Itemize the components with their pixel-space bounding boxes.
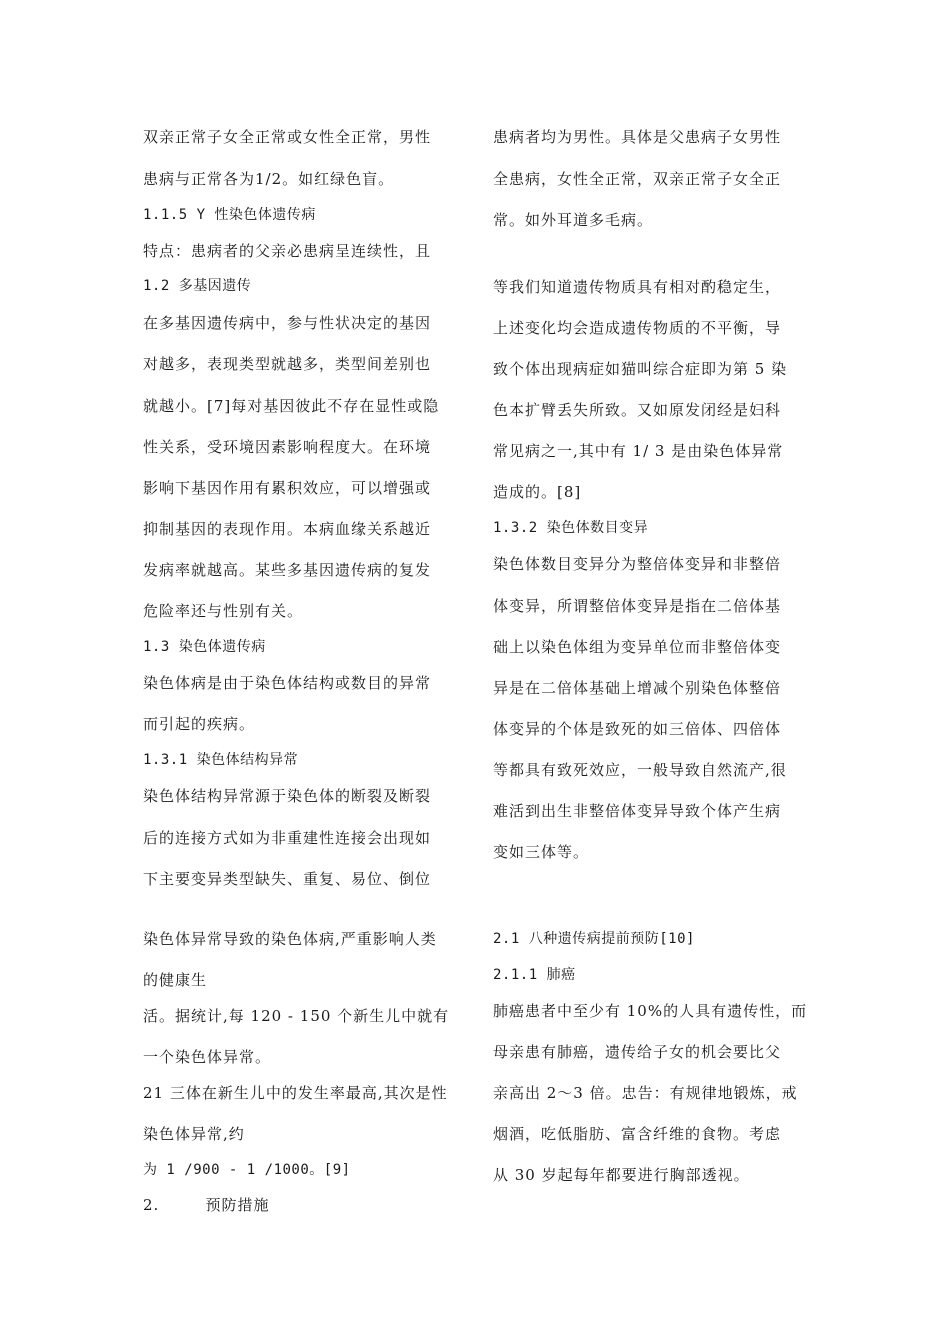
section-heading: 2.1 八种遗传病提前预防[10] bbox=[493, 931, 695, 947]
text-line: 影响下基因作用有累积效应，可以增强或 bbox=[143, 479, 432, 497]
text-line: 异是在二倍体基础上增减个别染色体整倍 bbox=[493, 679, 782, 697]
text-line: 活。据统计,每 120 - 150 个新生儿中就有 bbox=[143, 1007, 450, 1025]
text-line: 等都具有致死效应，一般导致自然流产,很 bbox=[493, 761, 787, 779]
text-line: 染色体病是由于染色体结构或数目的异常 bbox=[143, 674, 432, 692]
text-line: 础上以染色体组为变异单位而非整倍体变 bbox=[493, 638, 782, 656]
section-heading: 1.3 染色体遗传病 bbox=[143, 639, 266, 655]
text-line: 下主要变异类型缺失、重复、易位、倒位 bbox=[143, 870, 432, 888]
text-line: 体变异的个体是致死的如三倍体、四倍体 bbox=[493, 720, 782, 738]
text-line: 造成的。[8] bbox=[493, 483, 582, 501]
text-line: 从 30 岁起每年都要进行胸部透视。 bbox=[493, 1166, 750, 1184]
section-heading: 2.1.1 肺癌 bbox=[493, 967, 576, 983]
text-line: 为 1 /900 - 1 /1000。[9] bbox=[143, 1162, 351, 1178]
text-line: 的健康生 bbox=[143, 971, 208, 989]
text-line: 就越小。[7]每对基因彼此不存在显性或隐 bbox=[143, 397, 440, 415]
text-line: 而引起的疾病。 bbox=[143, 715, 256, 733]
text-line: 染色体异常,约 bbox=[143, 1125, 245, 1143]
text-line: 染色体异常导致的染色体病,严重影响人类 bbox=[143, 930, 437, 948]
section-heading: 1.3.1 染色体结构异常 bbox=[143, 752, 299, 768]
text-line: 染色体数目变异分为整倍体变异和非整倍 bbox=[493, 555, 782, 573]
text-line: 肺癌患者中至少有 10%的人具有遗传性，而 bbox=[493, 1002, 808, 1020]
text-line: 致个体出现病症如猫叫综合症即为第 5 染 bbox=[493, 360, 788, 378]
text-line: 发病率就越高。某些多基因遗传病的复发 bbox=[143, 561, 432, 579]
text-line: 在多基因遗传病中，参与性状决定的基因 bbox=[143, 314, 432, 332]
text-line: 21 三体在新生儿中的发生率最高,其次是性 bbox=[143, 1084, 448, 1102]
text-line: 体变异，所谓整倍体变异是指在二倍体基 bbox=[493, 597, 782, 615]
text-line: 染色体结构异常源于染色体的断裂及断裂 bbox=[143, 787, 432, 805]
section-heading: 2. 预防措施 bbox=[143, 1196, 270, 1214]
text-line: 双亲正常子女全正常或女性全正常，男性 bbox=[143, 128, 432, 146]
text-line: 全患病，女性全正常，双亲正常子女全正 bbox=[493, 170, 782, 188]
text-line: 特点：患病者的父亲必患病呈连续性，且 bbox=[143, 242, 432, 260]
section-heading: 1.3.2 染色体数目变异 bbox=[493, 520, 649, 536]
text-line: 患病与正常各为1/2。如红绿色盲。 bbox=[143, 170, 395, 188]
text-line: 一个染色体异常。 bbox=[143, 1048, 272, 1066]
text-line: 变如三体等。 bbox=[493, 843, 590, 861]
text-line: 常。如外耳道多毛病。 bbox=[493, 211, 654, 229]
text-line: 常见病之一,其中有 1/ 3 是由染色体异常 bbox=[493, 442, 784, 460]
text-line: 烟酒，吃低脂肪、富含纤维的食物。考虑 bbox=[493, 1125, 782, 1143]
text-line: 等我们知道遗传物质具有相对酌稳定生， bbox=[493, 278, 782, 296]
text-line: 母亲患有肺癌，遗传给子女的机会要比父 bbox=[493, 1043, 782, 1061]
text-line: 危险率还与性别有关。 bbox=[143, 602, 304, 620]
text-line: 对越多，表现类型就越多，类型间差别也 bbox=[143, 355, 432, 373]
text-line: 性关系，受环境因素影响程度大。在环境 bbox=[143, 438, 432, 456]
text-line: 色本扩臂丢失所致。又如原发闭经是妇科 bbox=[493, 401, 782, 419]
text-line: 上述变化均会造成遗传物质的不平衡，导 bbox=[493, 319, 782, 337]
text-line: 难活到出生非整倍体变异导致个体产生病 bbox=[493, 802, 782, 820]
text-line: 抑制基因的表现作用。本病血缘关系越近 bbox=[143, 520, 432, 538]
text-line: 后的连接方式如为非重建性连接会出现如 bbox=[143, 829, 432, 847]
section-heading: 1.2 多基因遗传 bbox=[143, 278, 252, 294]
text-line: 亲高出 2～3 倍。忠告：有规律地锻炼，戒 bbox=[493, 1084, 798, 1102]
section-heading: 1.1.5 Y 性染色体遗传病 bbox=[143, 207, 316, 223]
text-line: 患病者均为男性。具体是父患病子女男性 bbox=[493, 128, 782, 146]
